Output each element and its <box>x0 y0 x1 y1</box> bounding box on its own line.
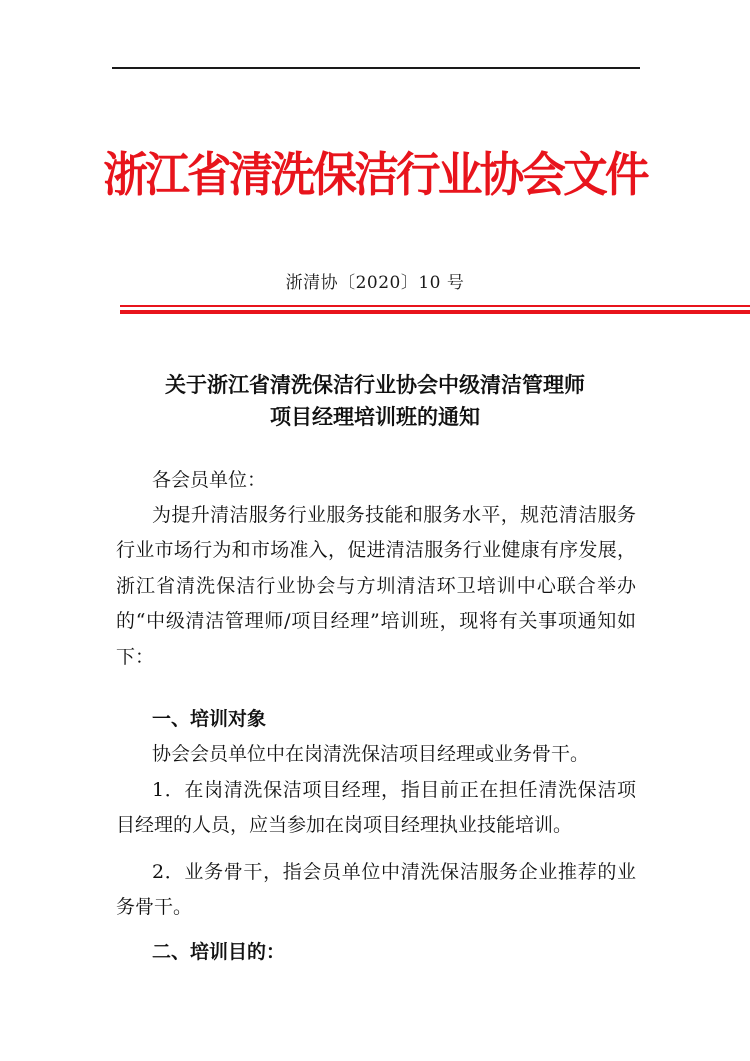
salutation: 各会员单位： <box>152 469 267 491</box>
section-1-paragraph: 协会会员单位中在岗清洗保洁项目经理或业务骨干。 <box>152 743 590 765</box>
red-divider-thin <box>120 305 750 307</box>
notice-title-line-2: 项目经理培训班的通知 <box>270 405 480 429</box>
document-number: 浙清协〔2020〕10 号 <box>285 273 465 293</box>
section-2-heading: 二、培训目的： <box>152 941 286 963</box>
list-item-1: 1．在岗清洗保洁项目经理，指目前正在担任清洗保洁项目经理的人员，应当参加在岗项目经理执业技能培训。 <box>116 779 636 837</box>
red-divider-thick <box>120 310 750 314</box>
list-item-2: 2．业务骨干，指会员单位中清洗保洁服务企业推荐的业务骨干。 <box>116 861 636 919</box>
header-top-rule <box>112 67 640 69</box>
section-1-heading: 一、培训对象 <box>152 708 267 730</box>
notice-title-line-1: 关于浙江省清洗保洁行业协会中级清洁管理师 <box>165 373 585 397</box>
intro-paragraph: 为提升清洁服务行业服务技能和服务水平，规范清洁服务行业市场行为和市场准入，促进清洁服务行业健康有序发展，浙江省清洗保洁行业协会与方圳清洁环卫培训中心联合举办的“中级清洁管理师/项目经理”培训班，现将有关事项通知如下： <box>116 504 636 668</box>
org-header-title: 浙江省清洗保洁行业协会文件 <box>103 148 647 203</box>
